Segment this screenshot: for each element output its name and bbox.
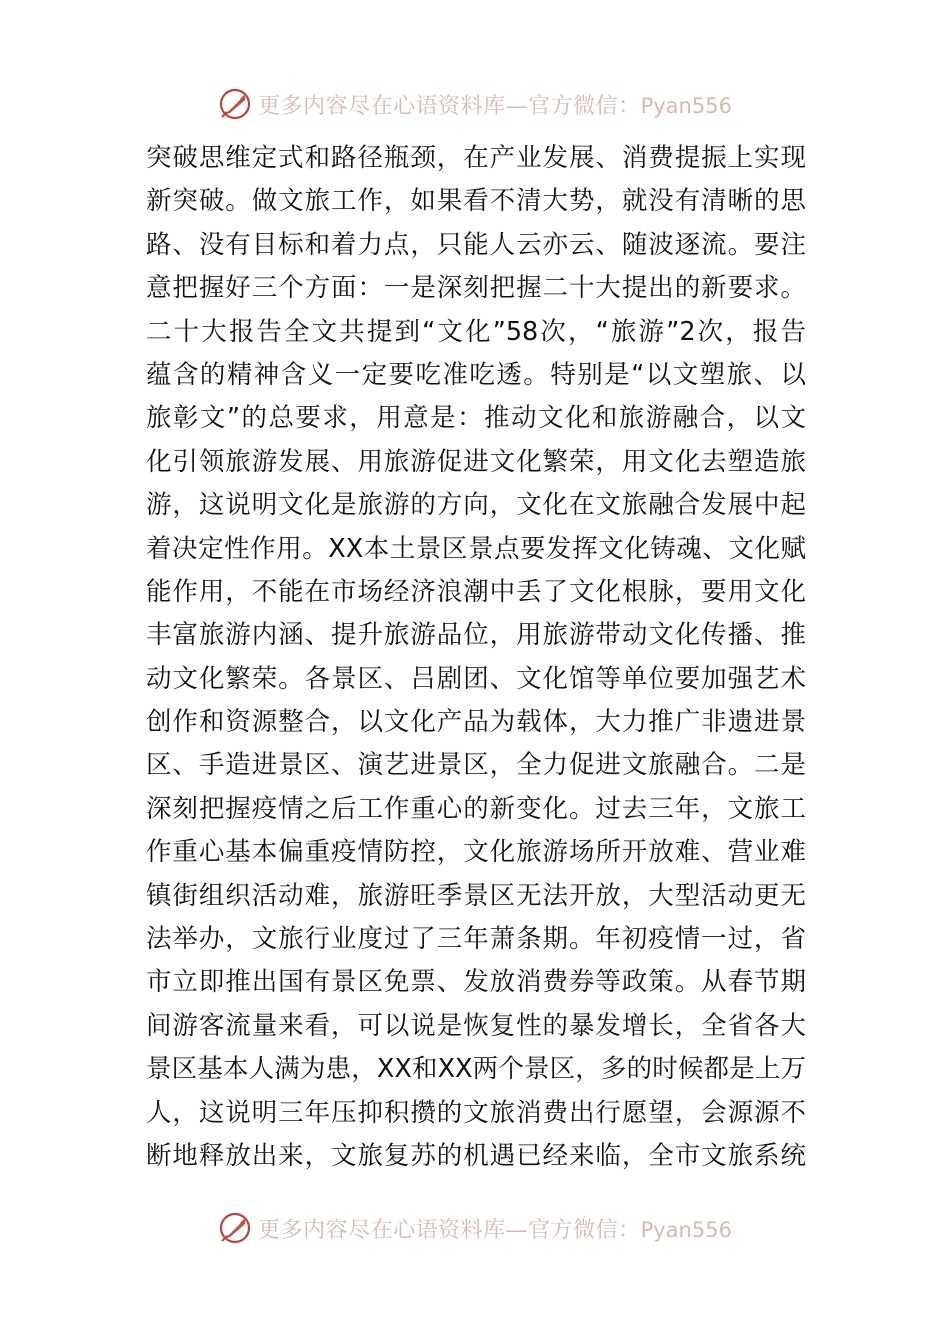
text-line: 间游客流量来看，可以说是恢复性的暴发增长，全省各大: [146, 1010, 806, 1041]
text-line: 断地释放出来，文旅复苏的机遇已经来临，全市文旅系统: [146, 1140, 806, 1171]
text-line: 人，这说明三年压抑积攒的文旅消费出行愿望，会源源不: [146, 1097, 806, 1128]
text-line: 意把握好三个方面：一是深刻把握二十大提出的新要求。: [146, 273, 806, 304]
text-line: 突破思维定式和路径瓶颈，在产业发展、消费提振上实现: [146, 143, 806, 173]
text-line: 蕴含的精神含义一定要吃准吃透。特别是“以文塑旅、以: [146, 359, 806, 390]
footer-banner: [0, 1208, 950, 1248]
text-line: 二十大报告全文共提到“文化”58次，“旅游”2次，报告: [146, 316, 806, 347]
header-banner-text: [258, 89, 732, 120]
text-line: 区、手造进景区、演艺进景区，全力促进文旅融合。二是: [146, 750, 806, 781]
text-line: 路、没有目标和着力点，只能人云亦云、随波逐流。要注: [146, 229, 806, 260]
quill-logo-icon: [218, 87, 252, 121]
text-line: 化引领旅游发展、用旅游促进文化繁荣，用文化去塑造旅: [146, 446, 806, 477]
text-line: 市立即推出国有景区免票、发放消费券等政策。从春节期: [146, 967, 806, 998]
header-banner: [0, 84, 950, 124]
text-line: 创作和资源整合，以文化产品为载体，大力推广非遗进景: [146, 707, 806, 738]
footer-banner-text: [258, 1213, 732, 1244]
text-line: 景区基本人满为患，XX和XX两个景区，多的时候都是上万: [146, 1054, 806, 1085]
quill-logo-icon: [218, 1211, 252, 1245]
text-line: 新突破。做文旅工作，如果看不清大势，就没有清晰的思: [146, 186, 806, 217]
header-banner-label: 更多内容尽在心语资料库—官方微信：: [258, 93, 641, 119]
text-line: 深刻把握疫情之后工作重心的新变化。过去三年，文旅工: [146, 793, 806, 824]
document-body: [146, 137, 806, 1178]
text-line: 动文化繁荣。各景区、吕剧团、文化馆等单位要加强艺术: [146, 663, 806, 694]
header-banner-id: Pyan556: [640, 93, 732, 118]
text-line: 游，这说明文化是旅游的方向，文化在文旅融合发展中起: [146, 490, 806, 521]
text-line: 旅彰文”的总要求，用意是：推动文化和旅游融合，以文: [146, 403, 806, 434]
footer-banner-label: 更多内容尽在心语资料库—官方微信：: [258, 1217, 641, 1243]
footer-banner-id: Pyan556: [640, 1217, 732, 1242]
text-line: 作重心基本偏重疫情防控，文化旅游场所开放难、营业难: [146, 837, 806, 868]
text-line: 能作用，不能在市场经济浪潮中丢了文化根脉，要用文化: [146, 576, 806, 607]
text-line: 着决定性作用。XX本土景区景点要发挥文化铸魂、文化赋: [146, 533, 806, 564]
text-line: 镇街组织活动难，旅游旺季景区无法开放，大型活动更无: [146, 880, 806, 911]
text-line: 丰富旅游内涵、提升旅游品位，用旅游带动文化传播、推: [146, 620, 806, 651]
text-line: 法举办，文旅行业度过了三年萧条期。年初疫情一过，省: [146, 924, 806, 955]
